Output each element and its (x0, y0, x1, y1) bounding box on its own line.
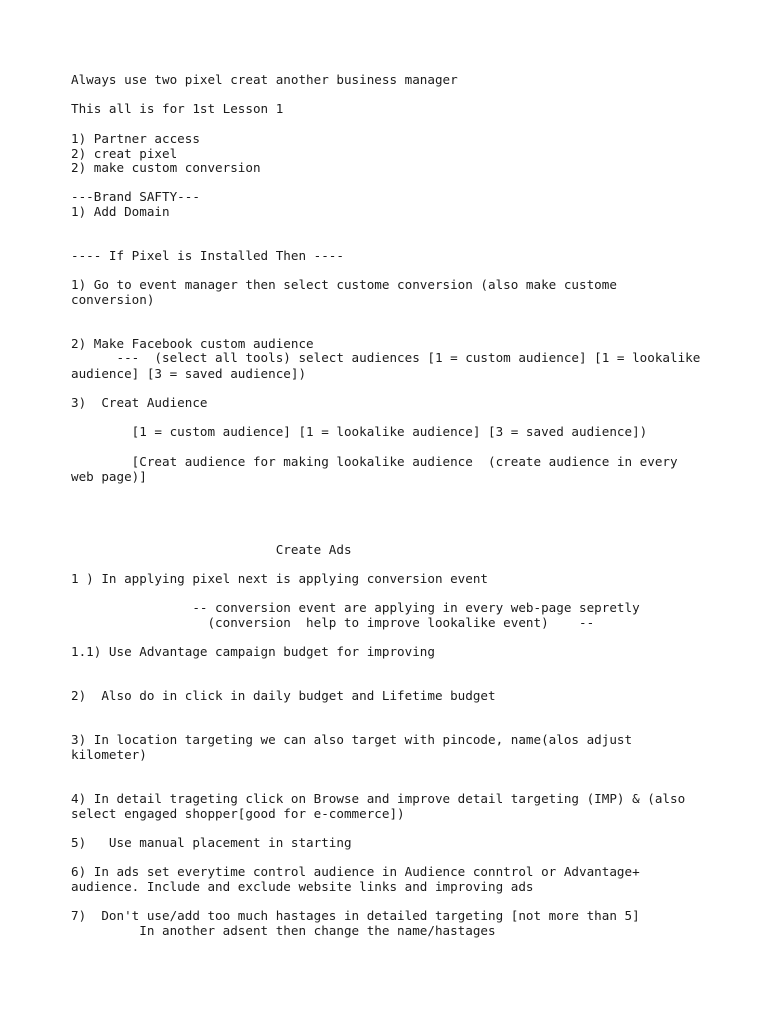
pixel-step-3-line-1: 3) Creat Audience (71, 395, 208, 410)
setup-step: 2) creat pixel (71, 146, 178, 161)
ads-step-7-line-1: 7) Don't use/add too much hastages in detailed targeting [not more than 5] (71, 908, 640, 923)
intro-line-2: This all is for 1st Lesson 1 (71, 101, 284, 116)
ads-step-2: 2) Also do in click in daily budget and Lifetime budget (71, 688, 496, 703)
ads-step-1: 1 ) In applying pixel next is applying conversion event (71, 571, 489, 586)
pixel-step-1-line-1: 1) Go to event manager then select custome conversion (also make custome (71, 277, 617, 292)
setup-step: 2) make custom conversion (71, 160, 261, 175)
pixel-section-heading: ---- If Pixel is Installed Then ---- (71, 248, 344, 263)
ads-step-1-1: 1.1) Use Advantage campaign budget for improving (71, 644, 435, 659)
pixel-step-2-line-3: audience] [3 = saved audience]) (71, 366, 307, 381)
brand-safety-item: 1) Add Domain (71, 204, 170, 219)
pixel-step-1-line-2: conversion) (71, 292, 155, 307)
intro-line-1: Always use two pixel creat another business manager (71, 72, 458, 87)
setup-step: 1) Partner access (71, 131, 200, 146)
ads-step-3-line-1: 3) In location targeting we can also target with pincode, name(alos adjust (71, 732, 633, 747)
ads-section-heading: Create Ads (71, 542, 352, 557)
ads-step-5: 5) Use manual placement in starting (71, 835, 352, 850)
ads-step-4-line-2: select engaged shopper[good for e-commerce]) (71, 806, 405, 821)
pixel-step-2-line-1: 2) Make Facebook custom audience (71, 336, 314, 351)
pixel-step-3-line-4: web page)] (71, 469, 147, 484)
brand-safety-heading: ---Brand SAFTY--- (71, 189, 200, 204)
ads-step-7-line-2: In another adsent then change the name/hastages (71, 923, 496, 938)
pixel-step-3-line-3: [Creat audience for making lookalike audience (create audience in every (71, 454, 678, 469)
ads-step-1-note-2: (conversion help to improve lookalike event) -- (71, 615, 595, 630)
ads-step-4-line-1: 4) In detail trageting click on Browse and improve detail targeting (IMP) & (also (71, 791, 686, 806)
pixel-step-3-line-2: [1 = custom audience] [1 = lookalike audience] [3 = saved audience]) (71, 424, 648, 439)
ads-step-6-line-1: 6) In ads set everytime control audience in Audience conntrol or Advantage+ (71, 864, 640, 879)
pixel-step-2-line-2: --- (select all tools) select audiences [1 = custom audience] [1 = lookalike (71, 350, 701, 365)
ads-step-6-line-2: audience. Include and exclude website links and improving ads (71, 879, 534, 894)
ads-step-1-note-1: -- conversion event are applying in every web-page sepretly (71, 600, 640, 615)
ads-step-3-line-2: kilometer) (71, 747, 147, 762)
